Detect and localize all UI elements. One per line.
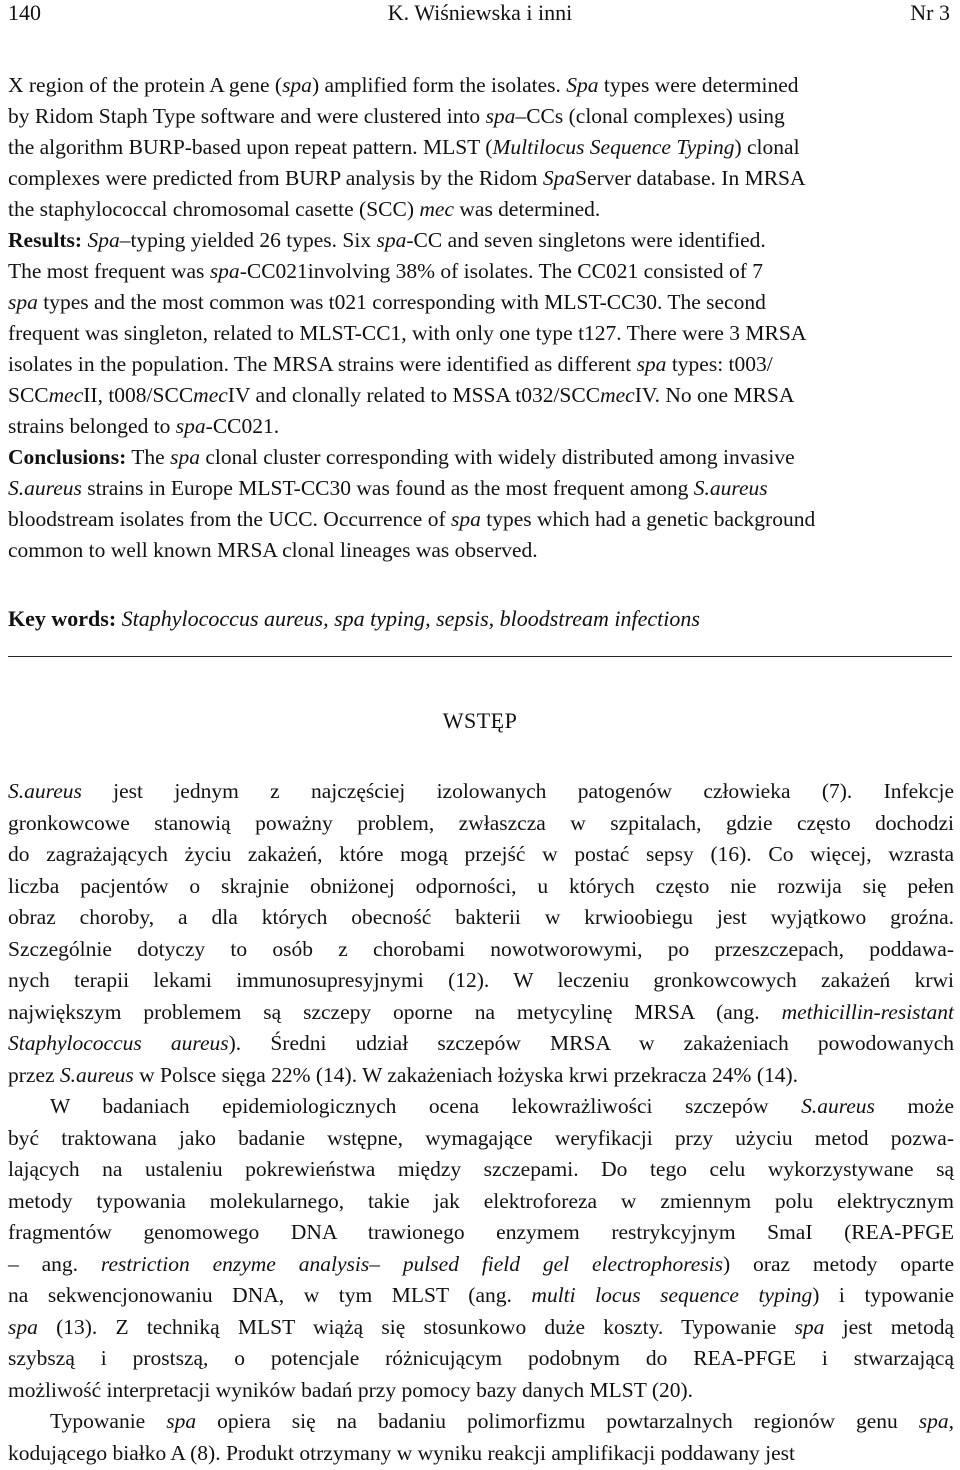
body-line: Szczególnie dotyczy to osób z chorobami nowotworowymi, po przeszczepach, poddawa- [8, 936, 954, 961]
abstract-line: Conclusions: The spa clonal cluster corresponding with widely distributed among invasive [8, 445, 795, 469]
abstract-line: spa types and the most common was t021 corresponding with MLST-CC30. The second [8, 290, 766, 314]
keywords-label: Key words: [8, 606, 117, 631]
abstract-line: frequent was singleton, related to MLST-CC1, with only one type t127. There were 3 MRSA [8, 321, 807, 345]
abstract-line: bloodstream isolates from the UCC. Occurrence of spa types which had a genetic background [8, 507, 816, 531]
running-head: K. Wiśniewska i inni [387, 0, 573, 25]
abstract-line: isolates in the population. The MRSA strains were identified as different spa types: t003/ [8, 352, 773, 376]
body-line: możliwość interpretacji wyników badań przy pomocy bazy danych MLST (20). [8, 1377, 694, 1402]
body-line: gronkowcowe stanowią poważny problem, zwłaszcza w szpitalach, gdzie często dochodzi [8, 810, 954, 835]
body-line: obraz choroby, a dla których obecność bakterii w krwioobiegu jest wyjątkowo groźna. [8, 905, 954, 929]
body-line: fragmentów genomowego DNA trawionego enzymem restrykcyjnym SmaI (REA-PFGE [8, 1220, 954, 1244]
body-line: Staphylococcus aureus). Średni udział szczepów MRSA w zakażeniach powodowanych [8, 1031, 954, 1055]
abstract-line: Results: Spa–typing yielded 26 types. Six spa-CC and seven singletons were identified. [8, 228, 766, 252]
section-title: WSTĘP [442, 708, 518, 733]
body-line: największym problemem są szczepy oporne na metycylinę MRSA (ang. methicillin-resistant [8, 999, 954, 1024]
abstract-line: X region of the protein A gene (spa) amplified form the isolates. Spa types were determined [8, 73, 799, 97]
body-line: szybszą i prostszą, o potencjale różnicującym podobnym do REA-PFGE i stwarzającą [8, 1346, 954, 1370]
body-line: być traktowana jako badanie wstępne, wymagające weryfikacji przy użyciu metod pozwa- [8, 1125, 954, 1150]
body-line: liczba pacjentów o skrajnie obniżonej odporności, u których często nie rozwija się pełen [8, 873, 954, 898]
body-paragraphs [8, 776, 954, 1469]
abstract-line: the algorithm BURP-based upon repeat pattern. MLST (Multilocus Sequence Typing) clonal [8, 135, 800, 159]
body-line: lających na ustaleniu pokrewieństwa między szczepami. Do tego celu wykorzystywane są [8, 1157, 954, 1181]
abstract-paragraph [8, 70, 954, 566]
body-line: Typowanie spa opiera się na badaniu polimorfizmu powtarzalnych regionów genu spa, [50, 1409, 955, 1433]
keywords-text: Staphylococcus aureus, spa typing, sepsis, bloodstream infections [121, 606, 700, 631]
body-line: kodującego białko A (8). Produkt otrzymany w wyniku reakcji amplifikacji poddawany jest [8, 1440, 795, 1465]
abstract-line: SCCmecII, t008/SCCmecIV and clonally related to MSSA t032/SCCmecIV. No one MRSA [8, 383, 795, 407]
abstract-line: the staphylococcal chromosomal casette (SCC) mec was determined. [8, 197, 601, 221]
body-line: W badaniach epidemiologicznych ocena lekowrażliwości szczepów S.aureus może [50, 1094, 954, 1118]
body-line: spa (13). Z techniką MLST wiążą się stosunkowo duże koszty. Typowanie spa jest metodą [8, 1314, 954, 1339]
abstract [8, 70, 954, 566]
body-line: metody typowania molekularnego, takie jak elektroforeza w zmiennym polu elektrycznym [8, 1188, 954, 1213]
abstract-line: complexes were predicted from BURP analysis by the Ridom SpaServer database. In MRSA [8, 166, 806, 190]
body-line: S.aureus jest jednym z najczęściej izolowanych patogenów człowieka (7). Infekcje [8, 779, 954, 803]
body-line: na sekwencjonowaniu DNA, w tym MLST (ang. multi locus sequence typing) i typowanie [8, 1283, 955, 1307]
body-line: nych terapii lekami immunosupresyjnymi (12). W leczeniu gronkowcowych zakażeń krwi [8, 968, 954, 992]
abstract-line: by Ridom Staph Type software and were clustered into spa–CCs (clonal complexes) using [8, 104, 785, 128]
abstract-line: The most frequent was spa-CC021involving 38% of isolates. The CC021 consisted of 7 [8, 259, 764, 283]
abstract-line: S.aureus strains in Europe MLST-CC30 was found as the most frequent among S.aureus [8, 476, 768, 500]
body-text [8, 776, 954, 1469]
page-number: 140 [8, 0, 41, 25]
section-divider [8, 656, 952, 657]
body-line: – ang. restriction enzyme analysis– pulsed field gel electrophoresis) oraz metody oparte [8, 1251, 954, 1276]
keywords [8, 606, 700, 632]
body-line: przez S.aureus w Polsce sięga 22% (14). W zakażeniach łożyska krwi przekracza 24% (14). [8, 1062, 799, 1087]
page-header [0, 0, 960, 28]
body-line: do zagrażających życiu zakażeń, które mogą przejść w postać sepsy (16). Co więcej, wzrasta [8, 842, 954, 866]
abstract-line: common to well known MRSA clonal lineages was observed. [8, 538, 538, 562]
abstract-line: strains belonged to spa-CC021. [8, 414, 280, 438]
issue-number: Nr 3 [910, 0, 950, 25]
